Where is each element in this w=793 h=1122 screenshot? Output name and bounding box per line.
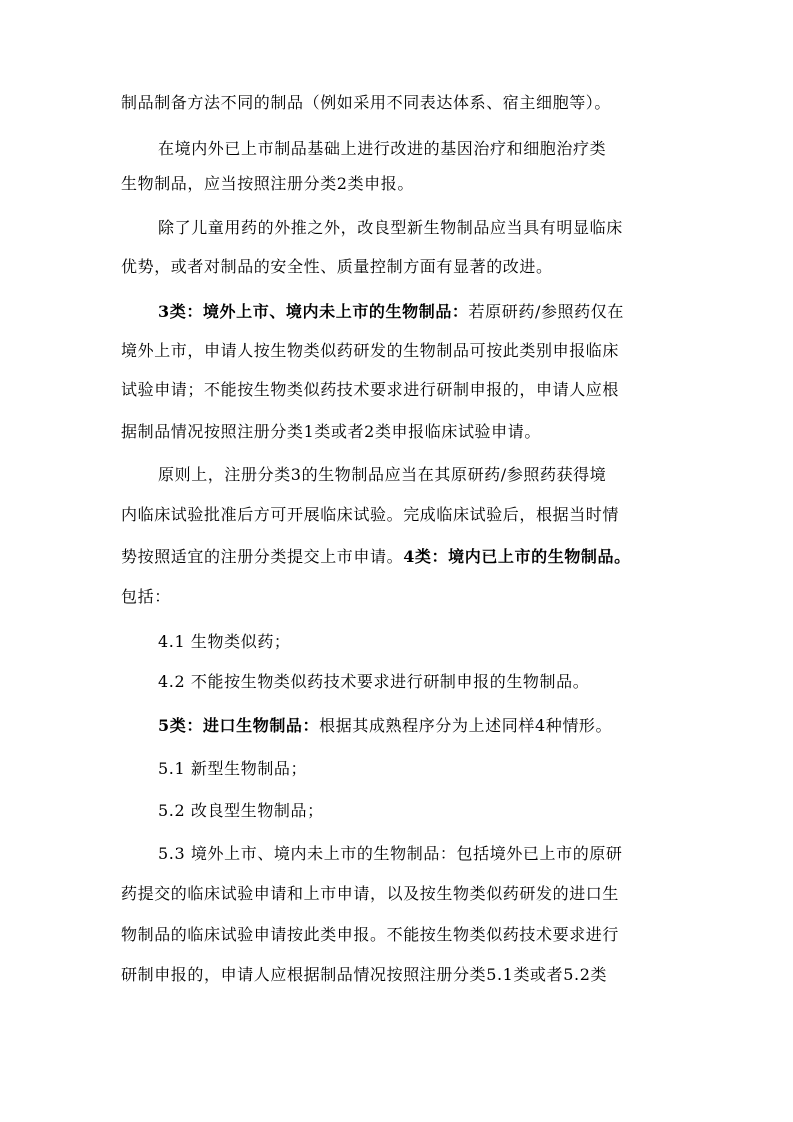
text-line	[121, 375, 619, 405]
text-line	[158, 297, 624, 327]
text-line	[158, 754, 307, 784]
text-line	[121, 169, 414, 199]
text-segment: 优势，或者对制品的安全性、质量控制方面有显著的改进。	[121, 257, 553, 276]
text-segment: 据制品情况按照注册分类1类或者2类申报临床试验申请。	[121, 422, 541, 441]
text-segment: 4.1 生物类似药；	[158, 632, 291, 651]
text-segment: 试验申请；不能按生物类似药技术要求进行研制申报的，申请人应根	[121, 380, 620, 399]
text-segment: 若原研药/参照药仅在	[468, 302, 624, 321]
text-segment: 药提交的临床试验申请和上市申请，以及按生物类似药研发的进口生	[121, 884, 620, 903]
text-segment: 境外上市，申请人按生物类似药研发的生物制品可按此类别申报临床	[121, 341, 620, 360]
text-segment: 5.3 境外上市、境内未上市的生物制品：包括境外已上市的原研	[158, 844, 623, 863]
text-line	[158, 627, 291, 657]
text-line	[121, 960, 607, 990]
text-line	[121, 88, 611, 118]
text-segment: 原则上，注册分类3的生物制品应当在其原研药/参照药获得境	[158, 465, 607, 484]
text-line	[121, 252, 553, 282]
text-line	[121, 582, 171, 612]
text-segment: 制品制备方法不同的制品（例如采用不同表达体系、宿主细胞等）。	[121, 93, 612, 112]
text-segment: 在境内外已上市制品基础上进行改进的基因治疗和细胞治疗类	[158, 139, 607, 158]
text-line	[121, 336, 619, 366]
text-line	[158, 213, 623, 243]
text-segment: 内临床试验批准后方可开展临床试验。完成临床试验后，根据当时情	[121, 505, 620, 524]
text-segment: 物制品的临床试验申请按此类申报。不能按生物类似药技术要求进行	[121, 925, 620, 944]
text-line	[121, 879, 619, 909]
text-line	[121, 920, 619, 950]
text-line	[158, 711, 612, 741]
bold-heading-text: 4类：境内已上市的生物制品。	[403, 547, 631, 566]
text-line	[158, 460, 606, 490]
text-line	[158, 667, 589, 697]
text-segment: 根据其成熟程序分为上述同样4种情形。	[319, 716, 613, 735]
text-segment: 5.2 改良型生物制品；	[158, 801, 324, 820]
text-segment: 研制申报的，申请人应根据制品情况按照注册分类5.1类或者5.2类	[121, 965, 608, 984]
text-line	[121, 500, 619, 530]
text-segment: 势按照适宜的注册分类提交上市申请。	[121, 547, 404, 566]
text-line	[158, 839, 623, 869]
text-segment: 5.1 新型生物制品；	[158, 759, 308, 778]
text-line	[121, 542, 631, 572]
text-line	[158, 134, 606, 164]
text-segment: 4.2 不能按生物类似药技术要求进行研制申报的生物制品。	[158, 672, 590, 691]
text-segment: 除了儿童用药的外推之外，改良型新生物制品应当具有明显临床	[158, 218, 623, 237]
bold-heading-text: 3类：境外上市、境内未上市的生物制品：	[158, 302, 469, 321]
bold-heading-text: 5类：进口生物制品：	[158, 716, 320, 735]
text-segment: 包括：	[121, 587, 171, 606]
text-line	[158, 796, 324, 826]
text-segment: 生物制品，应当按照注册分类2类申报。	[121, 174, 414, 193]
text-line	[121, 417, 541, 447]
